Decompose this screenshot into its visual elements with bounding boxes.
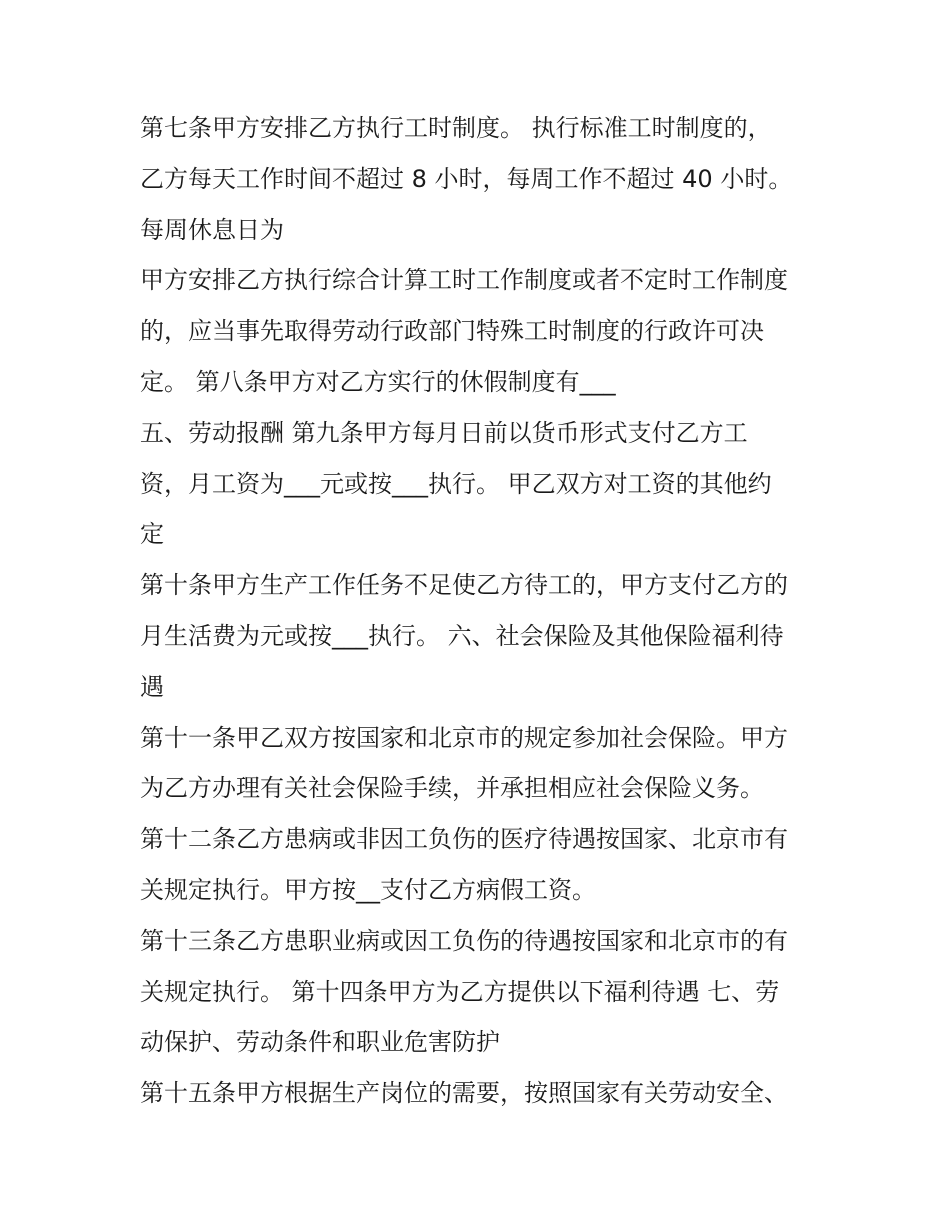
text-line: 关规定执行。甲方按__支付乙方病假工资。 (140, 875, 596, 904)
text-line: 资，月工资为___元或按___执行。 甲乙双方对工资的其他约 (140, 469, 772, 498)
text-line: 甲方安排乙方执行综合计算工时工作制度或者不定时工作制度 (140, 266, 788, 295)
text-line: 的，应当事先取得劳动行政部门特殊工时制度的行政许可决 (140, 317, 764, 346)
text-line: 第十三条乙方患职业病或因工负伤的待遇按国家和北京市的有 (140, 926, 788, 955)
text-line: 第十二条乙方患病或非因工负伤的医疗待遇按国家、北京市有 (140, 825, 788, 854)
text-line: 第十条甲方生产工作任务不足使乙方待工的，甲方支付乙方的 (140, 571, 788, 600)
text-line: 第十五条甲方根据生产岗位的需要，按照国家有关劳动安全、 (140, 1079, 788, 1108)
text-line: 为乙方办理有关社会保险手续，并承担相应社会保险义务。 (140, 774, 764, 803)
text-line: 定 (140, 520, 164, 549)
text-line: 遇 (140, 672, 164, 701)
contract-text (140, 103, 830, 1119)
text-line: 动保护、劳动条件和职业危害防护 (140, 1028, 500, 1057)
text-line: 每周休息日为 (140, 215, 284, 244)
text-line: 关规定执行。 第十四条甲方为乙方提供以下福利待遇 七、劳 (140, 977, 780, 1006)
text-line: 第十一条甲乙双方按国家和北京市的规定参加社会保险。甲方 (140, 723, 788, 752)
text-line: 月生活费为元或按___执行。 六、社会保险及其他保险福利待 (140, 621, 784, 650)
text-line: 第七条甲方安排乙方执行工时制度。 执行标准工时制度的， (140, 114, 772, 142)
text-line: 五、劳动报酬 第九条甲方每月日前以货币形式支付乙方工 (140, 418, 748, 447)
text-line: 乙方每天工作时间不超过 8 小时，每周工作不超过 40 小时。 (140, 164, 793, 193)
text-line: 定。 第八条甲方对乙方实行的休假制度有___ (140, 367, 616, 396)
